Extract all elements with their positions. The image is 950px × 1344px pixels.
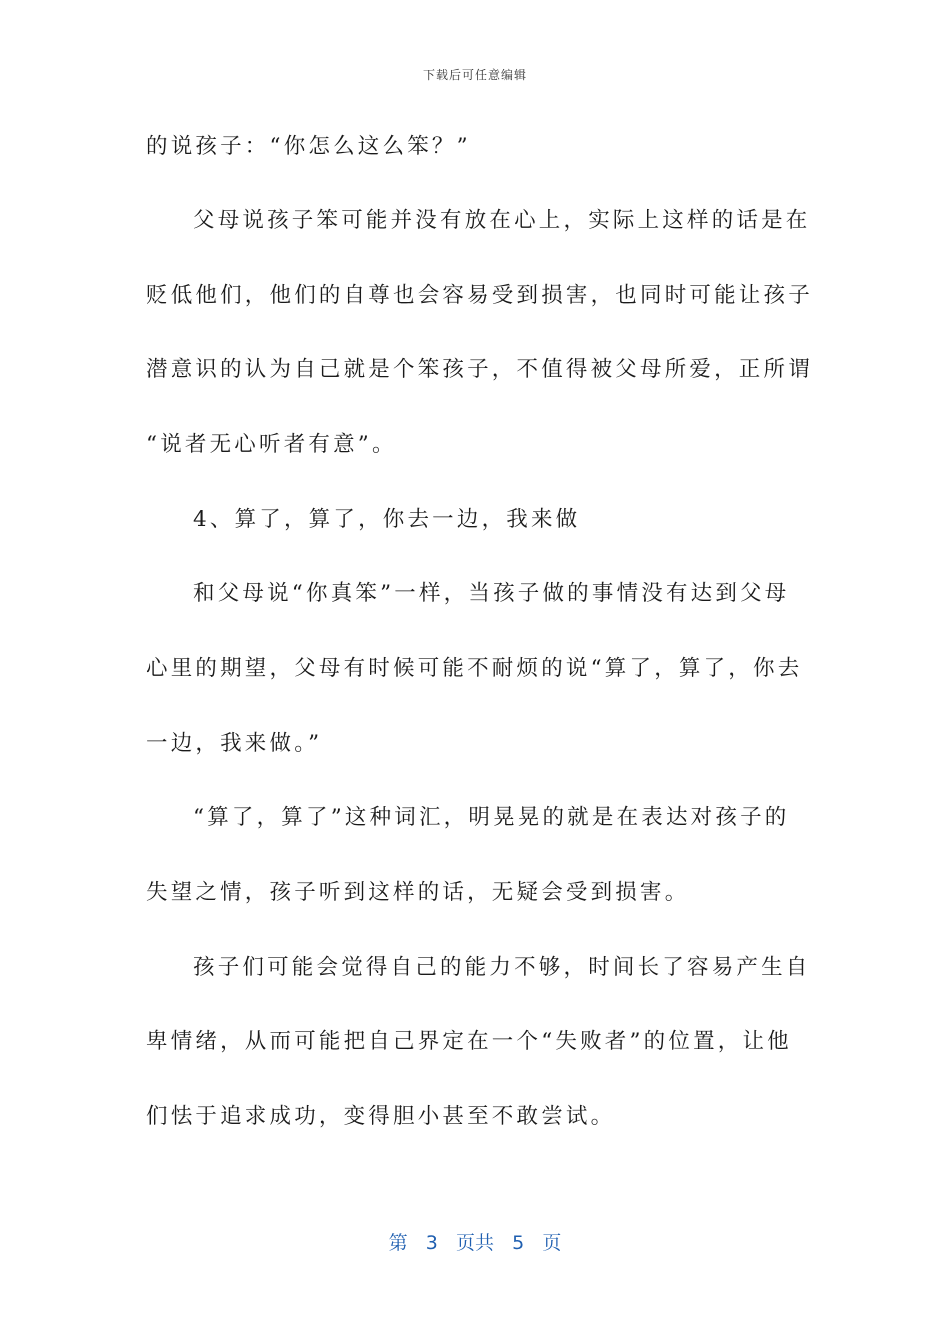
current-page-number: 3 [425,1232,438,1254]
body-line: “说者无心听者有意”。 [146,432,397,457]
page-mid: 页共 [455,1232,494,1254]
body-line: 们怯于追求成功，变得胆小甚至不敢尝试。 [146,1104,616,1129]
body-line: 心里的期望，父母有时候可能不耐烦的说“算了，算了，你去 [146,656,803,681]
page-prefix: 第 [388,1232,408,1254]
page-header: 下载后可任意编辑 [422,68,527,82]
body-line: 孩子们可能会觉得自己的能力不够，时间长了容易产生自 [193,955,811,980]
body-line: 和父母说“你真笨”一样，当孩子做的事情没有达到父母 [193,581,790,606]
section-heading: 4、算了，算了，你去一边，我来做 [193,507,581,532]
body-line: 父母说孩子笨可能并没有放在心上，实际上这样的话是在 [193,208,811,233]
body-line: 潜意识的认为自己就是个笨孩子，不值得被父母所爱，正所谓 [146,357,813,382]
page-footer [0,1228,950,1255]
body-line: 的说孩子：“你怎么这么笨？” [146,134,471,159]
body-line: “算了，算了”这种词汇，明晃晃的就是在表达对孩子的 [193,805,790,830]
body-line: 贬低他们，他们的自尊也会容易受到损害，也同时可能让孩子 [146,283,813,308]
body-line: 失望之情，孩子听到这样的话，无疑会受到损害。 [146,880,690,905]
page-suffix: 页 [542,1232,562,1254]
body-line: 一边，我来做。” [146,731,323,756]
body-line: 卑情绪，从而可能把自己界定在一个“失败者”的位置，让他 [146,1029,792,1054]
total-pages-number: 5 [512,1232,525,1254]
